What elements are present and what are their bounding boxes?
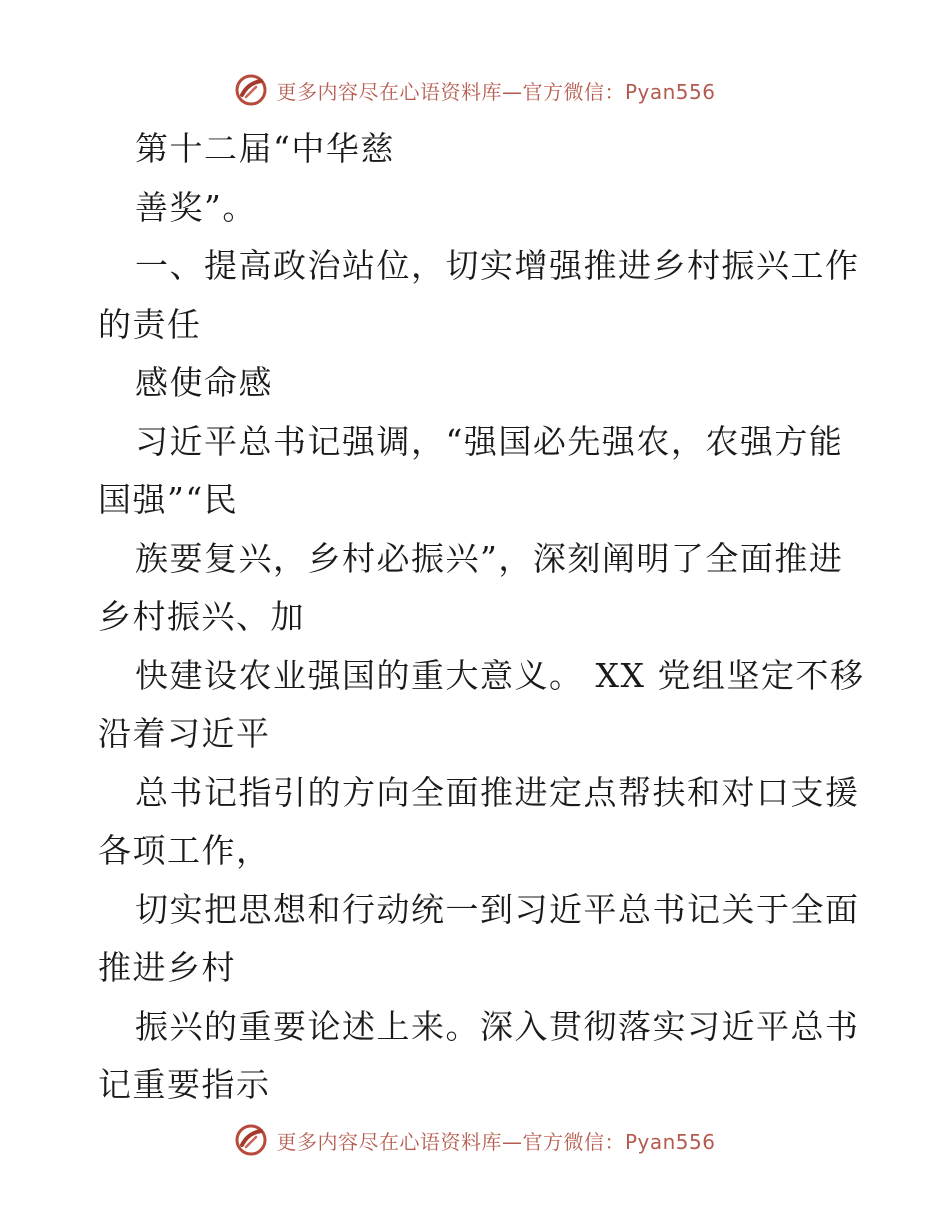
body-line: 的责任 bbox=[98, 304, 202, 344]
body-line: 振兴的重要论述上来。深入贯彻落实习近平总书 bbox=[135, 1006, 860, 1046]
body-line: 一、提高政治站位，切实增强推进乡村振兴工作 bbox=[135, 246, 860, 285]
body-line: 快建设农业强国的重大意义。 XX 党组坚定不移 bbox=[135, 655, 865, 695]
body-line: 记重要指示 bbox=[98, 1065, 271, 1104]
brush-seal-logo-icon bbox=[234, 73, 268, 107]
body-line: 习近平总书记强调，“强国必先强农，农强方能 bbox=[135, 421, 844, 461]
footer-banner-text: 更多内容尽在心语资料库—官方微信：Pyan556 bbox=[276, 1129, 716, 1154]
header-banner-text: 更多内容尽在心语资料库—官方微信：Pyan556 bbox=[276, 79, 716, 104]
body-line: 乡村振兴、加 bbox=[98, 597, 305, 636]
brush-seal-logo-icon bbox=[234, 1123, 268, 1157]
body-line: 族要复兴，乡村必振兴”，深刻阐明了全面推进 bbox=[135, 538, 844, 578]
document-body bbox=[98, 120, 865, 1115]
body-line: 感使命感 bbox=[135, 363, 273, 402]
footer-banner bbox=[0, 1120, 950, 1160]
body-line: 推进乡村 bbox=[98, 948, 236, 987]
body-line: 国强”“民 bbox=[98, 480, 239, 519]
header-banner bbox=[0, 70, 950, 110]
body-line: 第十二届“中华慈 bbox=[135, 129, 395, 168]
body-line: 沿着习近平 bbox=[98, 714, 271, 753]
body-line: 切实把思想和行动统一到习近平总书记关于全面 bbox=[135, 889, 860, 929]
body-line: 各项工作， bbox=[98, 831, 271, 870]
body-line: 总书记指引的方向全面推进定点帮扶和对口支援 bbox=[135, 772, 860, 812]
body-line: 善奖”。 bbox=[135, 187, 257, 227]
